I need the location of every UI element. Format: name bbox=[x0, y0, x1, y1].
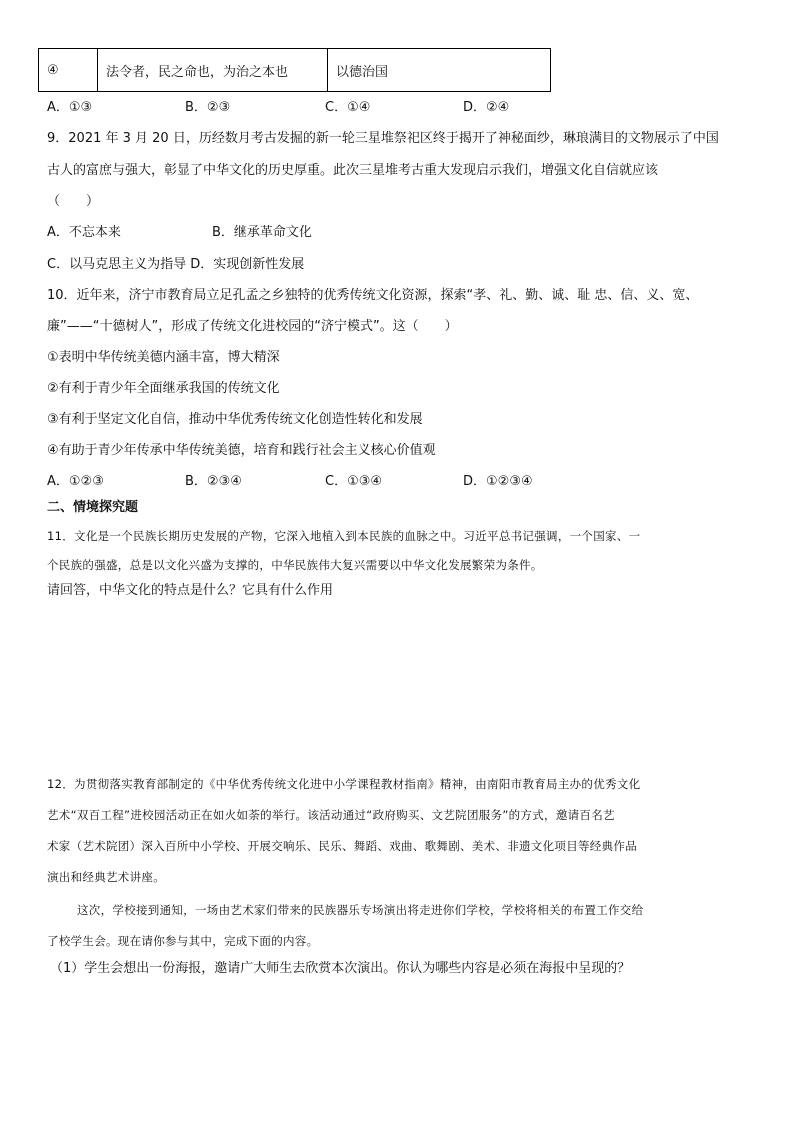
q9-answer-bracket: （ ） bbox=[47, 194, 100, 209]
q12-stem-line3: 术家（艺术院团）深入百所中小学校、开展交响乐、民乐、舞蹈、戏曲、歌舞剧、美术、非遗文化项目等经典作品 bbox=[47, 839, 637, 853]
q9-choices-cd[interactable]: C．以马克思主义为指导 D．实现创新性发展 bbox=[47, 257, 305, 272]
q10-choices bbox=[47, 473, 567, 491]
q12-para2-line2: 了校学生会。现在请你参与其中，完成下面的内容。 bbox=[47, 934, 319, 948]
option-table bbox=[38, 48, 551, 92]
q10-item-2: ②有利于青少年全面继承我国的传统文化 bbox=[47, 381, 280, 396]
q10-item-1: ①表明中华传统美德内涵丰富，博大精深 bbox=[47, 350, 280, 365]
table-row bbox=[39, 49, 551, 92]
q12-stem-line1: 12．为贯彻落实教育部制定的《中华优秀传统文化进中小学课程教材指南》精神，由南阳市教育局主办的优秀文化 bbox=[47, 777, 641, 791]
q12-para2-line1: 这次，学校接到通知，一场由艺术家们带来的民族器乐专场演出将走进你们学校，学校将相关的布置工作交给 bbox=[77, 903, 644, 917]
q8-choice-c[interactable]: C．①④ bbox=[325, 100, 371, 115]
q10-stem-line2: 廉”——“十德树人”，形成了传统文化进校园的“济宁模式”。这（ ） bbox=[47, 319, 458, 334]
q11-question: 请回答，中华文化的特点是什么？它具有什么作用 bbox=[47, 583, 334, 598]
q12-stem-line2: 艺术“双百工程”进校园活动正在如火如荼的举行。该活动通过“政府购买、文艺院团服务”的方式，邀请百名艺 bbox=[47, 808, 615, 822]
q11-stem-line1: 11．文化是一个民族长期历史发展的产物，它深入地植入到本民族的血脉之中。习近平总书记强调，一个国家、一 bbox=[47, 529, 641, 543]
q11-stem-line2: 个民族的强盛，总是以文化兴盛为支撑的，中华民族伟大复兴需要以中华文化发展繁荣为条件。 bbox=[47, 558, 543, 572]
q8-choice-b[interactable]: B．②③ bbox=[185, 100, 231, 115]
q8-choices bbox=[47, 99, 567, 117]
q10-choice-b[interactable]: B．②③④ bbox=[185, 474, 242, 489]
q9-choice-a[interactable]: A．不忘本来 bbox=[47, 225, 121, 240]
table-cell-quote: 法令者，民之命也，为治之本也 bbox=[98, 49, 328, 92]
q10-choice-a[interactable]: A．①②③ bbox=[47, 474, 104, 489]
q9-choice-b[interactable]: B．继承革命文化 bbox=[212, 225, 312, 240]
q9-stem-line2: 古人的富庶与强大，彰显了中华文化的历史厚重。此次三星堆考古重大发现启示我们，增强文化自信就应该 bbox=[47, 163, 659, 178]
q8-choice-a[interactable]: A．①③ bbox=[47, 100, 93, 115]
q12-stem-line4: 演出和经典艺术讲座。 bbox=[47, 870, 165, 884]
q10-item-4: ④有助于青少年传承中华传统美德，培育和践行社会主义核心价值观 bbox=[47, 443, 436, 458]
q8-choice-d[interactable]: D．②④ bbox=[463, 100, 510, 115]
section-heading: 二、情境探究题 bbox=[47, 500, 139, 515]
q12-subquestion-1: （1）学生会想出一份海报，邀请广大师生去欣赏本次演出。你认为哪些内容是必须在海报中呈现的？ bbox=[50, 961, 631, 976]
q10-item-3: ③有利于坚定文化自信，推动中华优秀传统文化创造性转化和发展 bbox=[47, 412, 423, 427]
q9-stem-line1: 9．2021 年 3 月 20 日，历经数月考古发掘的新一轮三星堆祭祀区终于揭开了神秘面纱，琳琅满目的文物展示了中国 bbox=[47, 131, 719, 146]
q10-choice-c[interactable]: C．①③④ bbox=[325, 474, 383, 489]
table-cell-principle: 以德治国 bbox=[328, 49, 551, 92]
q9-choices-ab bbox=[47, 224, 567, 242]
q10-choice-d[interactable]: D．①②③④ bbox=[463, 474, 533, 489]
q10-stem-line1: 10．近年来，济宁市教育局立足孔孟之乡独特的优秀传统文化资源，探索“孝、礼、勤、诚、耻 忠、信、义、宽、 bbox=[47, 288, 699, 303]
table-cell-number: ④ bbox=[39, 49, 98, 92]
